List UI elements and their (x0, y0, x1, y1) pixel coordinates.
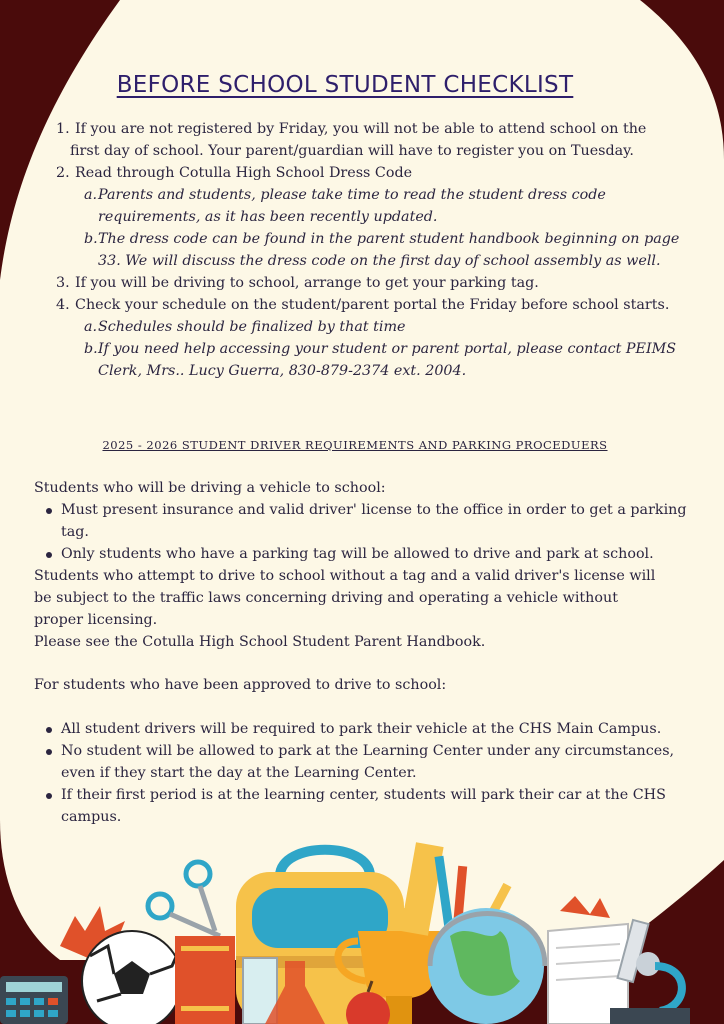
subitem-letter: a. (84, 187, 98, 203)
subitem-text-line: page 33. We will discuss the dress code on the first day of school assembly as (98, 231, 680, 269)
driver-section-heading: 2025 - 2026 STUDENT DRIVER REQUIREMENTS AND PARKING PROCEDUERS (102, 438, 608, 452)
item-text-line: Read through Cotulla High School Dress Code (75, 165, 413, 181)
subitem-text-line: Schedules should be finalized by that time (98, 319, 406, 335)
item-number: 3. (56, 275, 70, 291)
warning-line: be subject to the traffic laws concerning driving and operating a vehicle without (34, 590, 618, 606)
item-text-line: Check your schedule on the student/parent portal the Friday before school starts. (75, 297, 670, 313)
item-text-line: first day of school. Your parent/guardian will have to register you on Tuesday. (70, 143, 634, 159)
handbook-note: Please see the Cotulla High School Student Parent Handbook. (34, 634, 486, 650)
subitem-text-line: Parents and students, please take time to read the student dress code (98, 187, 606, 203)
warning-line: Students who attempt to drive to school without a tag and a valid driver's license will (34, 568, 656, 584)
driver-requirements-block (34, 477, 704, 653)
checklist-subitem-2b (56, 228, 706, 272)
checklist-subitem-2a (56, 184, 706, 228)
subitem-text-line: requirements, as it has been recently updated. (98, 209, 438, 225)
checklist-item-3 (56, 272, 706, 294)
subitem-text-line: well. (626, 253, 661, 269)
requirement-item (34, 543, 704, 565)
page-title: BEFORE SCHOOL STUDENT CHECKLIST (116, 72, 574, 98)
checklist-subitem-4b (56, 338, 706, 382)
notebook-icon (548, 896, 628, 1024)
approved-rule (34, 784, 704, 828)
checklist-subitem-4a (56, 316, 706, 338)
subitem-text-line: The dress code can be found in the parent student handbook beginning on (98, 231, 640, 247)
calculator-icon (0, 976, 68, 1024)
checklist-item-1 (56, 118, 706, 162)
requirement-line: Only students who have a parking tag will be allowed to drive and park at school. (61, 546, 654, 562)
ruler-icon (400, 842, 443, 935)
checklist (56, 118, 706, 382)
warning-line: proper licensing. (34, 612, 158, 628)
approved-rule-line: All student drivers will be required to park their vehicle at the CHS Main Campus. (61, 721, 662, 737)
bullet-dot (46, 749, 52, 755)
globe-icon (428, 908, 545, 1024)
approved-rule-line: If their first period is at the learning center, students will park their car at the CHS (61, 787, 666, 803)
driver-intro: Students who will be driving a vehicle to school: (34, 480, 386, 496)
item-number: 4. (56, 297, 70, 313)
approved-rule (34, 718, 704, 740)
approved-rule-line: No student will be allowed to park at the Learning Center under any (61, 743, 561, 759)
bullet-dot (46, 727, 52, 733)
requirement-line: parking tag. (61, 502, 687, 540)
checklist-item-2 (56, 162, 706, 184)
approved-rule-line: campus. (61, 809, 122, 825)
subitem-letter: a. (84, 319, 98, 335)
books-icon (175, 936, 235, 1024)
approved-intro: For students who have been approved to drive to school: (34, 677, 447, 693)
approved-rule (34, 740, 704, 784)
requirement-line: Must present insurance and valid driver' license to the office in order to get a (61, 502, 626, 518)
item-number: 2. (56, 165, 70, 181)
subitem-text-line: If you need help accessing your student or parent portal, please contact PEIMS (98, 341, 677, 357)
requirement-item (34, 499, 704, 543)
school-supplies-illustration (0, 836, 724, 1024)
subitem-letter: b. (84, 231, 98, 247)
bullet-dot (46, 552, 52, 558)
checklist-item-4 (56, 294, 706, 316)
approved-drivers-block (34, 674, 704, 828)
item-text-line: If you will be driving to school, arrange to get your parking tag. (75, 275, 539, 291)
soccer-ball-icon (82, 931, 182, 1024)
item-number: 1. (56, 121, 70, 137)
bullet-dot (46, 508, 52, 514)
bullet-dot (46, 793, 52, 799)
item-text-line: If you are not registered by Friday, you will not be able to attend school on the (75, 121, 647, 137)
subitem-letter: b. (84, 341, 98, 357)
scissors-icon (148, 862, 220, 936)
approved-rule-line: circumstances, even if they start the day at the Learning Center. (61, 743, 675, 781)
subitem-text-line: Clerk, Mrs.. Lucy Guerra, 830-879-2374 ext. 2004. (98, 363, 467, 379)
